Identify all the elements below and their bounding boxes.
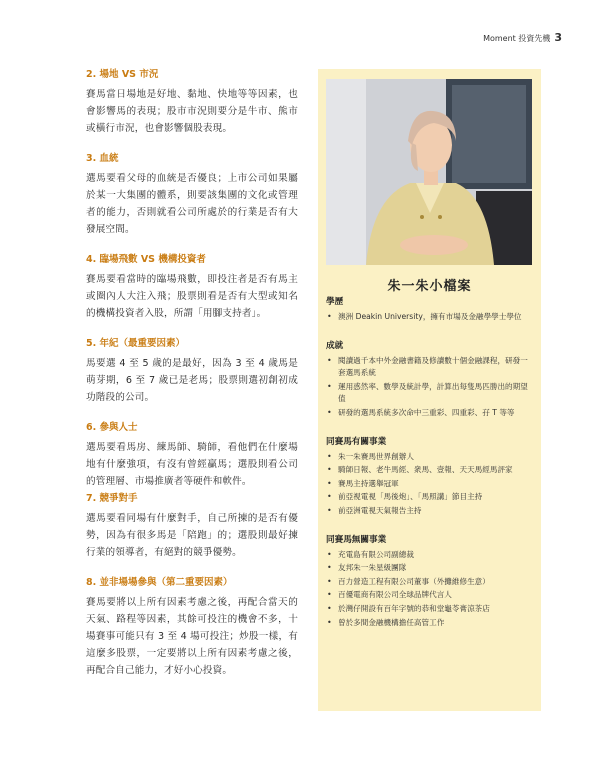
list-item: • 友邦朱一朱星級團隊 (326, 562, 534, 575)
section-title: 2. 場地 VS 市況 (86, 69, 159, 80)
list-item: • 百優電商有限公司全球品牌代言人 (326, 589, 534, 602)
article-column (86, 68, 298, 694)
section-selective (86, 576, 298, 679)
section-title: 7. 競爭對手 (86, 493, 138, 504)
section-body: 選馬要看馬房、練馬師、騎師，看他們在什麼場地有什麼強項，有沒有曾經贏馬；選股則看公司的管理層、市場推廣者等硬件和軟件。 (86, 442, 298, 487)
section-competitors (86, 492, 298, 561)
magazine-title: Moment 投資先機 (483, 34, 551, 43)
list-item: • 澳洲 Deakin University，擁有市場及金融學學士學位 (326, 311, 534, 324)
list-item: • 運用惑然率、數學及統計學，計算出每隻馬匹勝出的期望值 (326, 381, 534, 406)
profile-list (326, 311, 534, 324)
list-item: • 曾於多間金融機構擔任高管工作 (326, 617, 534, 630)
profile-content (326, 295, 534, 630)
section-title: 6. 參與人士 (86, 422, 138, 433)
profile-heading: 成就 (326, 340, 344, 351)
section-body: 賽馬當日場地是好地、黏地、快地等等因素，也會影響馬的表現；股市市況則要分是牛市、熊市或橫行市況，也會影響個股表現。 (86, 89, 298, 134)
section-body: 選馬要看同場有什麼對手，自己所揀的是否有優勢，因為有很多馬是「陪跑」的；選股則最好揀行業的領導者，有絕對的競爭優勢。 (86, 513, 298, 558)
portrait-photo (326, 79, 532, 265)
page-number: 3 (554, 31, 562, 44)
section-participants (86, 421, 298, 490)
section-age (86, 337, 298, 406)
list-item: • 充電島有限公司副總裁 (326, 549, 534, 562)
list-item: • 研發的選馬系統多次命中三重彩、四重彩、孖 T 等等 (326, 407, 534, 420)
profile-other-career (326, 533, 534, 630)
section-bloodline (86, 152, 298, 238)
section-venue (86, 68, 298, 137)
page-header (483, 31, 562, 44)
profile-education (326, 295, 534, 324)
section-title: 4. 臨場飛數 VS 機構投資者 (86, 254, 206, 265)
list-item: • 賽馬主持選舉冠軍 (326, 478, 534, 491)
list-item: • 前亞視電視「馬後炮」、「馬照講」節目主持 (326, 491, 534, 504)
profile-list (326, 355, 534, 420)
section-body: 賽馬要看當時的臨場飛數，即投注者是否有馬主或圈內人大注入飛；股票則看是否有大型或知名的機構投資者入股，所謂「用腳支持者」。 (86, 274, 298, 319)
list-item: • 騎師日報、老牛馬經、衆馬、壹報、天天馬經馬評家 (326, 464, 534, 477)
profile-racing-career (326, 435, 534, 518)
section-title: 5. 年紀（最重要因素） (86, 338, 186, 349)
list-item: • 前亞洲電視天氣報告主持 (326, 505, 534, 518)
profile-achievements (326, 339, 534, 420)
profile-list (326, 451, 534, 518)
profile-panel (318, 69, 541, 711)
list-item: • 百力營造工程有限公司董事（外攤維修生意） (326, 576, 534, 589)
section-title: 8. 並非場場參與（第二重要因素） (86, 577, 233, 588)
section-odds (86, 253, 298, 322)
list-item: • 閱讀過千本中外金融書籍及修讀數十個金融課程，研發一套選馬系統 (326, 355, 534, 380)
section-body: 馬要選 4 至 5 歲的是最好，因為 3 至 4 歲馬是萌芽期，6 至 7 歲已是老馬；股票則選初創初成功階段的公司。 (86, 358, 298, 403)
list-item: • 於灣仔開設有百年字號的恭和堂龜苓膏涼茶店 (326, 603, 534, 616)
section-title: 3. 血統 (86, 153, 119, 164)
profile-heading: 同賽馬有關事業 (326, 436, 387, 447)
profile-title: 朱一朱小檔案 (387, 279, 472, 294)
section-body: 選馬要看父母的血統是否優良；上市公司如果屬於某一大集團的體系，則要該集團的文化或管理者的能力，否則就看公司所處於的行業是否有大發展空間。 (86, 173, 298, 235)
profile-heading: 學歷 (326, 297, 344, 307)
section-body: 賽馬要將以上所有因素考慮之後，再配合當天的天氣、路程等因素，其餘可投注的機會不多，十場賽事可能只有 3 至 4 場可投注；炒股一樣，有這麼多股票，一定要將以上所有因素考慮之後，再配合自己能力，才好小心投資。 (86, 597, 298, 676)
profile-heading: 同賽馬無關事業 (326, 534, 387, 545)
profile-list (326, 549, 534, 630)
list-item: • 朱一朱賽馬世界創辦人 (326, 451, 534, 464)
